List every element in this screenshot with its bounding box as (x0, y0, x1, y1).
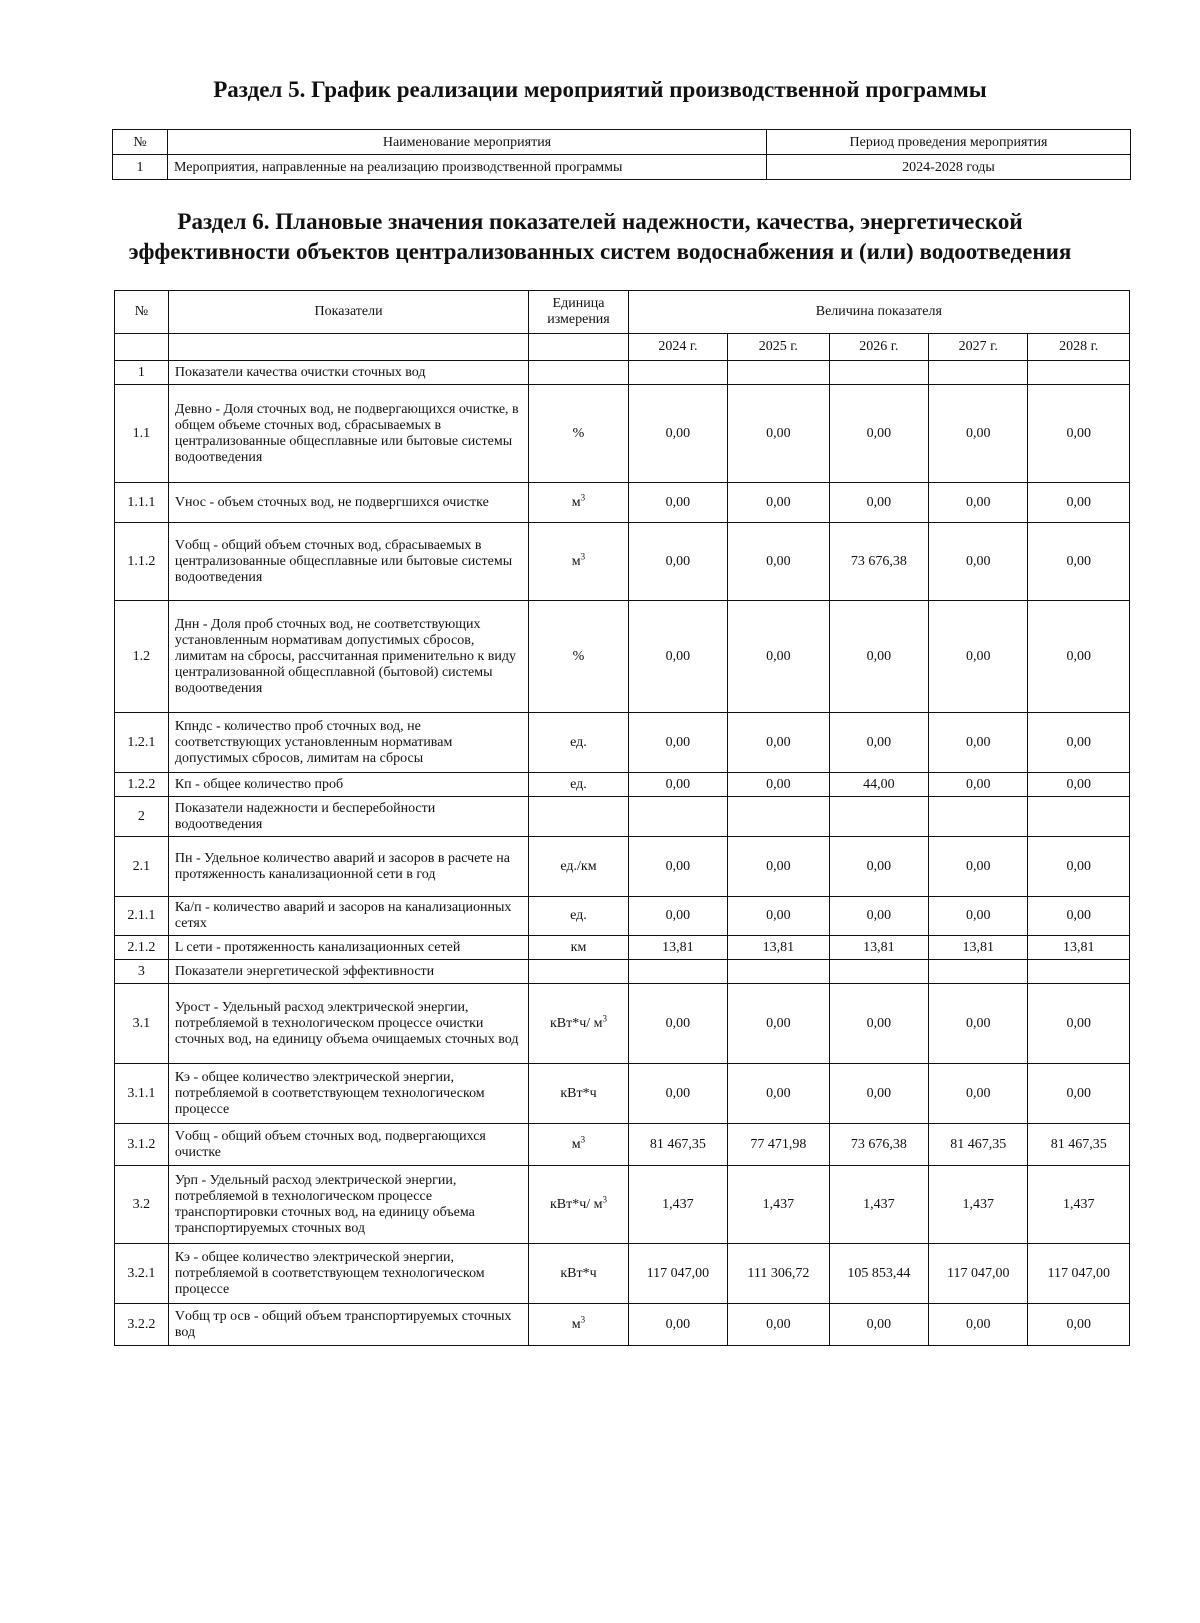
row-unit-cell (529, 936, 628, 960)
row-value-2027: 1,437 (929, 1166, 1028, 1244)
row-value-2024: 0,00 (628, 1304, 727, 1346)
row-unit: % (572, 425, 585, 441)
table-row (115, 797, 1130, 837)
row-value-2027: 13,81 (929, 936, 1028, 960)
row-unit-cell (529, 837, 628, 897)
row-unit: ед. (570, 734, 587, 750)
row-number: 2 (115, 797, 169, 837)
section6-header-num: № (115, 291, 169, 334)
row-value-2025: 0,00 (728, 385, 830, 483)
section6-header-row (115, 291, 1130, 334)
row-number: 2.1.2 (115, 936, 169, 960)
row-unit-cell (529, 523, 628, 601)
table-row (115, 361, 1130, 385)
row-unit: кВт*ч/ м (549, 1015, 603, 1031)
row-number: 2.1.1 (115, 897, 169, 936)
table-row (115, 1304, 1130, 1346)
table-row (115, 960, 1130, 984)
row-value-2027: 117 047,00 (929, 1244, 1028, 1304)
row-unit-cell (529, 797, 628, 837)
row-number: 1.1 (115, 385, 169, 483)
row-unit-cell (529, 960, 628, 984)
row-value-2027: 0,00 (929, 483, 1028, 523)
row-value-2024: 81 467,35 (628, 1124, 727, 1166)
table-row (115, 984, 1130, 1064)
row-unit-cell (529, 361, 628, 385)
row-indicator-name: Vобщ тр осв - общий объем транспортируемых сточных вод (168, 1304, 528, 1346)
row-unit: кВт*ч/ м (549, 1196, 603, 1212)
row-value-2026 (829, 797, 928, 837)
table-row (115, 1244, 1130, 1304)
row-value-2025: 0,00 (728, 483, 830, 523)
row-value-2027: 0,00 (929, 523, 1028, 601)
row-value-2026: 0,00 (829, 837, 928, 897)
row-value-2024: 0,00 (628, 523, 727, 601)
row-value-2028: 0,00 (1028, 713, 1130, 773)
section6-table (114, 290, 1130, 1346)
row-value-2024: 0,00 (628, 837, 727, 897)
row-unit-cell (529, 1304, 628, 1346)
section6-header-unit: Единица измерения (529, 291, 628, 334)
row-value-2026 (829, 361, 928, 385)
row-unit: м (571, 1136, 581, 1152)
row-unit-superscript: 3 (580, 491, 586, 502)
row-indicator-name: Кэ - общее количество электрической энергии, потребляемой в соответствующем технологическом процессе (168, 1244, 528, 1304)
row-unit: м (571, 494, 581, 510)
row-value-2024: 13,81 (628, 936, 727, 960)
row-value-2027: 0,00 (929, 385, 1028, 483)
section5-header-row (113, 130, 1131, 155)
row-value-2026: 0,00 (829, 601, 928, 713)
row-value-2028: 0,00 (1028, 1064, 1130, 1124)
row-value-2028: 0,00 (1028, 385, 1130, 483)
row-indicator-name: Кпндс - количество проб сточных вод, не соответствующих установленным нормативам допустимых сбросов, лимитам на сбросы (168, 713, 528, 773)
row-value-2027: 0,00 (929, 984, 1028, 1064)
row-value-2026: 0,00 (829, 897, 928, 936)
table-row (115, 523, 1130, 601)
row-number: 3.1.2 (115, 1124, 169, 1166)
section5-row-period: 2024-2028 годы (767, 155, 1131, 180)
row-unit-cell (529, 984, 628, 1064)
row-value-2028: 0,00 (1028, 773, 1130, 797)
row-number: 1 (115, 361, 169, 385)
section5-row-name: Мероприятия, направленные на реализацию производственной программы (168, 155, 767, 180)
row-value-2027: 0,00 (929, 1304, 1028, 1346)
row-value-2026: 0,00 (829, 713, 928, 773)
row-unit: ед./км (560, 858, 597, 874)
row-value-2024: 0,00 (628, 601, 727, 713)
section6-table-body (115, 361, 1130, 1346)
row-value-2027 (929, 361, 1028, 385)
row-indicator-name: Ка/п - количество аварий и засоров на канализационных сетях (168, 897, 528, 936)
row-value-2027 (929, 797, 1028, 837)
row-indicator-name: Кэ - общее количество электрической энергии, потребляемой в соответствующем технологическом процессе (168, 1064, 528, 1124)
row-value-2026: 0,00 (829, 385, 928, 483)
row-number: 3.2 (115, 1166, 169, 1244)
row-value-2025: 111 306,72 (728, 1244, 830, 1304)
section6-title (0, 207, 1200, 267)
row-unit: ед. (570, 776, 587, 792)
table-row (115, 1166, 1130, 1244)
row-value-2027 (929, 960, 1028, 984)
section5-header-period: Период проведения мероприятия (767, 130, 1131, 155)
year-header: 2028 г. (1028, 334, 1130, 361)
row-indicator-name: Девно - Доля сточных вод, не подвергающихся очистке, в общем объеме сточных вод, сбрасываемых в централизованные общесплавные или бытовые системы водоотведения (168, 385, 528, 483)
row-value-2025: 13,81 (728, 936, 830, 960)
row-value-2028: 0,00 (1028, 897, 1130, 936)
row-indicator-name: Vнос - объем сточных вод, не подвергшихся очистке (168, 483, 528, 523)
row-number: 3.2.2 (115, 1304, 169, 1346)
row-unit-superscript: 3 (602, 1012, 607, 1023)
row-value-2025: 0,00 (728, 1064, 830, 1124)
row-indicator-name: Урп - Удельный расход электрической энергии, потребляемой в технологическом процессе транспортировки сточных вод, на единицу объема транспортируемых сточных вод (168, 1166, 528, 1244)
row-value-2024: 0,00 (628, 897, 727, 936)
row-value-2028 (1028, 960, 1130, 984)
section6-years-empty (529, 334, 628, 361)
section5-table (112, 129, 1131, 180)
table-row (115, 1064, 1130, 1124)
row-value-2025: 0,00 (728, 837, 830, 897)
row-unit-cell (529, 385, 628, 483)
row-value-2028 (1028, 361, 1130, 385)
row-unit: км (570, 939, 587, 955)
year-header: 2026 г. (829, 334, 928, 361)
row-value-2027: 0,00 (929, 713, 1028, 773)
row-value-2024: 0,00 (628, 984, 727, 1064)
table-row (113, 155, 1131, 180)
table-row (115, 713, 1130, 773)
row-value-2027: 0,00 (929, 837, 1028, 897)
row-value-2028: 13,81 (1028, 936, 1130, 960)
table-row (115, 385, 1130, 483)
year-header: 2027 г. (929, 334, 1028, 361)
table-row (115, 601, 1130, 713)
row-unit-cell (529, 897, 628, 936)
row-value-2025: 0,00 (728, 984, 830, 1064)
row-indicator-name: Урост - Удельный расход электрической энергии, потребляемой в технологическом процессе очистки сточных вод, на единицу объема очищаемых сточных вод (168, 984, 528, 1064)
row-number: 1.2.1 (115, 713, 169, 773)
row-value-2026: 0,00 (829, 984, 928, 1064)
row-number: 3 (115, 960, 169, 984)
row-value-2026 (829, 960, 928, 984)
row-value-2026: 0,00 (829, 1064, 928, 1124)
row-value-2026: 0,00 (829, 483, 928, 523)
row-value-2025: 0,00 (728, 713, 830, 773)
row-unit-cell (529, 1166, 628, 1244)
row-value-2025 (728, 361, 830, 385)
row-value-2024 (628, 960, 727, 984)
row-number: 3.1.1 (115, 1064, 169, 1124)
table-row (115, 1124, 1130, 1166)
row-value-2028: 0,00 (1028, 1304, 1130, 1346)
row-value-2024 (628, 797, 727, 837)
row-unit: м (571, 553, 581, 569)
row-value-2028: 117 047,00 (1028, 1244, 1130, 1304)
row-indicator-name: Vобщ - общий объем сточных вод, подвергающихся очистке (168, 1124, 528, 1166)
section5-header-name: Наименование мероприятия (168, 130, 767, 155)
section6-header-indicators: Показатели (168, 291, 528, 334)
row-number: 2.1 (115, 837, 169, 897)
row-unit-cell (529, 773, 628, 797)
row-value-2024: 0,00 (628, 483, 727, 523)
section6-years-empty (115, 334, 169, 361)
section5-header-num: № (113, 130, 168, 155)
row-value-2026: 105 853,44 (829, 1244, 928, 1304)
row-value-2028: 0,00 (1028, 837, 1130, 897)
section6-years-empty (168, 334, 528, 361)
row-indicator-name: Кп - общее количество проб (168, 773, 528, 797)
row-value-2024 (628, 361, 727, 385)
row-unit-cell (529, 1124, 628, 1166)
row-value-2026: 1,437 (829, 1166, 928, 1244)
row-unit: кВт*ч (560, 1265, 597, 1281)
table-row (115, 837, 1130, 897)
row-value-2027: 0,00 (929, 773, 1028, 797)
row-value-2026: 73 676,38 (829, 1124, 928, 1166)
row-value-2025 (728, 797, 830, 837)
row-unit: м (571, 1316, 581, 1332)
row-unit-superscript: 3 (580, 550, 586, 561)
row-unit-superscript: 3 (602, 1193, 607, 1204)
table-row (115, 936, 1130, 960)
section5-row-num: 1 (113, 155, 168, 180)
row-number: 1.2.2 (115, 773, 169, 797)
row-value-2026: 13,81 (829, 936, 928, 960)
row-unit-cell (529, 483, 628, 523)
row-value-2025: 1,437 (728, 1166, 830, 1244)
section5-title: Раздел 5. График реализации мероприятий производственной программы (213, 77, 987, 102)
row-unit: кВт*ч (560, 1085, 597, 1101)
row-number: 1.2 (115, 601, 169, 713)
row-unit-superscript: 3 (580, 1133, 586, 1144)
row-value-2028: 0,00 (1028, 483, 1130, 523)
table-row (115, 483, 1130, 523)
row-value-2028: 0,00 (1028, 601, 1130, 713)
row-unit-cell (529, 713, 628, 773)
row-value-2025 (728, 960, 830, 984)
row-value-2025: 77 471,98 (728, 1124, 830, 1166)
row-value-2026: 0,00 (829, 1304, 928, 1346)
year-header: 2024 г. (628, 334, 727, 361)
row-value-2024: 117 047,00 (628, 1244, 727, 1304)
row-unit-cell (529, 1064, 628, 1124)
row-indicator-name: Показатели надежности и бесперебойности водоотведения (168, 797, 528, 837)
row-indicator-name: Vобщ - общий объем сточных вод, сбрасываемых в централизованные общесплавные или бытовые системы водоотведения (168, 523, 528, 601)
section6-title-line1: Раздел 6. Плановые значения показателей надежности, качества, энергетической (177, 209, 1023, 234)
row-value-2024: 1,437 (628, 1166, 727, 1244)
row-value-2025: 0,00 (728, 897, 830, 936)
section6-header-value: Величина показателя (628, 291, 1129, 334)
section6-years-row (115, 334, 1130, 361)
row-unit: % (572, 648, 585, 664)
row-indicator-name: Показатели энергетической эффективности (168, 960, 528, 984)
row-indicator-name: Показатели качества очистки сточных вод (168, 361, 528, 385)
row-value-2027: 0,00 (929, 1064, 1028, 1124)
row-value-2028: 0,00 (1028, 984, 1130, 1064)
row-value-2027: 0,00 (929, 897, 1028, 936)
row-unit: ед. (570, 908, 587, 923)
table-row (115, 897, 1130, 936)
row-value-2025: 0,00 (728, 523, 830, 601)
row-indicator-name: Пн - Удельное количество аварий и засоров в расчете на протяженность канализационной сети в год (168, 837, 528, 897)
section6-title-line2: эффективности объектов централизованных систем водоснабжения и (или) водоотведения (128, 239, 1072, 264)
row-number: 1.1.1 (115, 483, 169, 523)
row-unit-cell (529, 1244, 628, 1304)
row-value-2028: 0,00 (1028, 523, 1130, 601)
row-number: 1.1.2 (115, 523, 169, 601)
row-value-2024: 0,00 (628, 713, 727, 773)
row-value-2024: 0,00 (628, 385, 727, 483)
row-value-2025: 0,00 (728, 773, 830, 797)
row-indicator-name: Днн - Доля проб сточных вод, не соответствующих установленным нормативам допустимых сбросов, лимитам на сбросы, рассчитанная применительно к виду централизованной общесплавной (бытовой) системы водоотведения (168, 601, 528, 713)
year-header: 2025 г. (728, 334, 830, 361)
row-value-2026: 73 676,38 (829, 523, 928, 601)
row-number: 3.1 (115, 984, 169, 1064)
row-value-2024: 0,00 (628, 1064, 727, 1124)
row-value-2028: 81 467,35 (1028, 1124, 1130, 1166)
table-row (115, 773, 1130, 797)
row-value-2028: 1,437 (1028, 1166, 1130, 1244)
row-unit-cell (529, 601, 628, 713)
row-indicator-name: L сети - протяженность канализационных сетей (168, 936, 528, 960)
row-value-2027: 0,00 (929, 601, 1028, 713)
row-value-2025: 0,00 (728, 601, 830, 713)
row-value-2028 (1028, 797, 1130, 837)
row-unit-superscript: 3 (580, 1313, 586, 1324)
row-value-2027: 81 467,35 (929, 1124, 1028, 1166)
row-number: 3.2.1 (115, 1244, 169, 1304)
row-value-2024: 0,00 (628, 773, 727, 797)
row-value-2026: 44,00 (829, 773, 928, 797)
row-value-2025: 0,00 (728, 1304, 830, 1346)
